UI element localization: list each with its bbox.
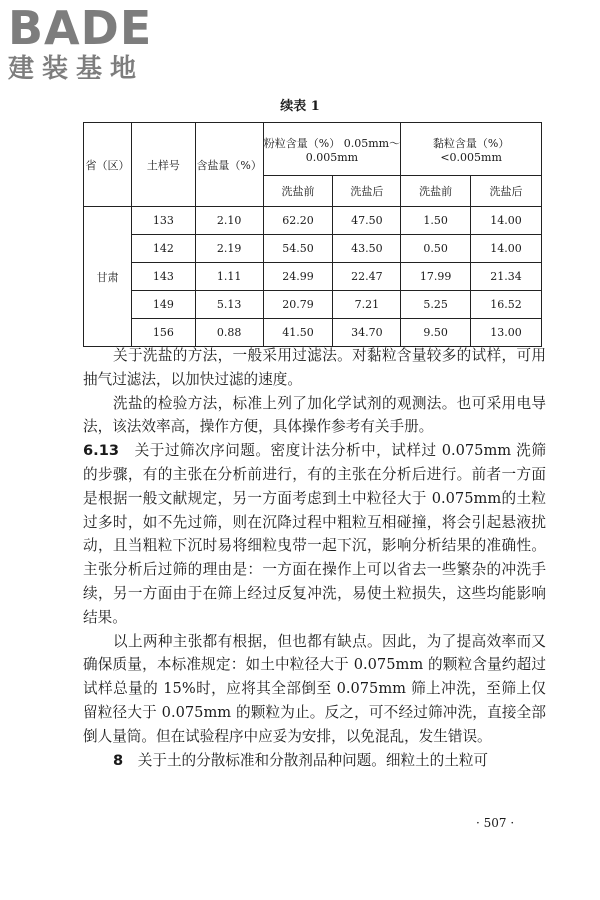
salt-cell: 1.11 [195, 263, 263, 291]
body-text [83, 344, 546, 772]
logo-text-zh: 建装基地 [8, 54, 145, 84]
silt-after-cell: 7.21 [333, 291, 401, 319]
silt-before-cell: 24.99 [263, 263, 333, 291]
region-cell: 甘肃 [84, 207, 132, 347]
table-caption: 续表 1 [280, 99, 320, 114]
paragraph-filter-method: 关于洗盐的方法，一般采用过滤法。对黏粒含量较多的试样，可用抽气过滤法，以加快过滤的速度。 [83, 347, 546, 388]
silt-after-cell: 43.50 [333, 235, 401, 263]
table-row [84, 319, 542, 347]
clay-before-cell: 9.50 [401, 319, 471, 347]
header-silt-after: 洗盐后 [333, 176, 401, 207]
paragraph-text: 关于过筛次序问题。密度计法分析中，试样过 0.075mm 洗筛的步骤，有的主张在分析前进行，有的主张在分析后进行。前者一方面是根据一般文献规定，另一方面考虑到土中粒径大于 0.075mm的土粒过多时，如不先过筛，则在沉降过程中粗粒互相碰撞，将会引起悬液扰动，且当粗粒下沉时易将细粒曳带一起下沉，影响分析结果的准确性。主张分析后过筛的理由是：一方面在操作上可以省去一些繁杂的冲洗手续，另一方面由于在筛上经过反复冲洗，易使土粒损失，这些均能影响结果。 [83, 442, 546, 626]
paragraph-standard-rule: 以上两种主张都有根据，但也都有缺点。因此，为了提高效率而又确保质量，本标准规定：如土中粒径大于 0.075mm 的颗粒含量约超过试样总量的 15%时，应将其全部倒至 0.075mm 筛上冲洗，至筛上仅留粒径大于 0.075mm 的颗粒为止。反之，可不经过筛冲洗，直接全部倒人量筒。但在试验程序中应妥为安排，以免混乱，发生错误。 [83, 632, 546, 745]
salt-cell: 0.88 [195, 319, 263, 347]
paragraph-sieving-order [83, 439, 546, 629]
salt-cell: 2.10 [195, 207, 263, 235]
clay-after-cell: 13.00 [471, 319, 542, 347]
table-row [84, 291, 542, 319]
table-row [84, 235, 542, 263]
sample-cell: 149 [131, 291, 195, 319]
clay-before-cell: 0.50 [401, 235, 471, 263]
silt-before-cell: 54.50 [263, 235, 333, 263]
clay-after-cell: 21.34 [471, 263, 542, 291]
paragraph-dispersion [83, 749, 546, 773]
table-row [84, 207, 542, 235]
sample-cell: 133 [131, 207, 195, 235]
sample-cell: 142 [131, 235, 195, 263]
silt-after-cell: 22.47 [333, 263, 401, 291]
clay-before-cell: 17.99 [401, 263, 471, 291]
data-table [83, 122, 542, 347]
header-silt: 粉粒含量（%） 0.05mm～0.005mm [263, 123, 401, 176]
paragraph-text: 关于土的分散标准和分散剂品种问题。细粒土的土粒可 [137, 751, 489, 769]
section-number: 6.13 [83, 442, 120, 460]
silt-after-cell: 47.50 [333, 207, 401, 235]
salt-cell: 5.13 [195, 291, 263, 319]
logo-text-en: BADE [8, 1, 153, 55]
silt-after-cell: 34.70 [333, 319, 401, 347]
salt-cell: 2.19 [195, 235, 263, 263]
header-clay-after: 洗盐后 [471, 176, 542, 207]
header-province: 省（区） [84, 123, 132, 207]
brand-logo [8, 1, 178, 84]
header-salt: 含盐量（%） [195, 123, 263, 207]
clay-before-cell: 5.25 [401, 291, 471, 319]
clay-after-cell: 14.00 [471, 235, 542, 263]
page-number: · 507 · [476, 816, 515, 830]
section-number: 8 [113, 751, 124, 769]
paragraph-inspection-method: 洗盐的检验方法，标准上列了加化学试剂的观测法。也可采用电导法，该法效率高，操作方便，具体操作参考有关手册。 [83, 394, 546, 436]
table-row [84, 263, 542, 291]
header-clay: 黏粒含量（%） <0.005mm [401, 123, 542, 176]
header-sample: 土样号 [131, 123, 195, 207]
silt-before-cell: 62.20 [263, 207, 333, 235]
sample-cell: 156 [131, 319, 195, 347]
silt-before-cell: 41.50 [263, 319, 333, 347]
sample-cell: 143 [131, 263, 195, 291]
silt-before-cell: 20.79 [263, 291, 333, 319]
header-clay-before: 洗盐前 [401, 176, 471, 207]
header-silt-before: 洗盐前 [263, 176, 333, 207]
clay-after-cell: 14.00 [471, 207, 542, 235]
clay-after-cell: 16.52 [471, 291, 542, 319]
clay-before-cell: 1.50 [401, 207, 471, 235]
